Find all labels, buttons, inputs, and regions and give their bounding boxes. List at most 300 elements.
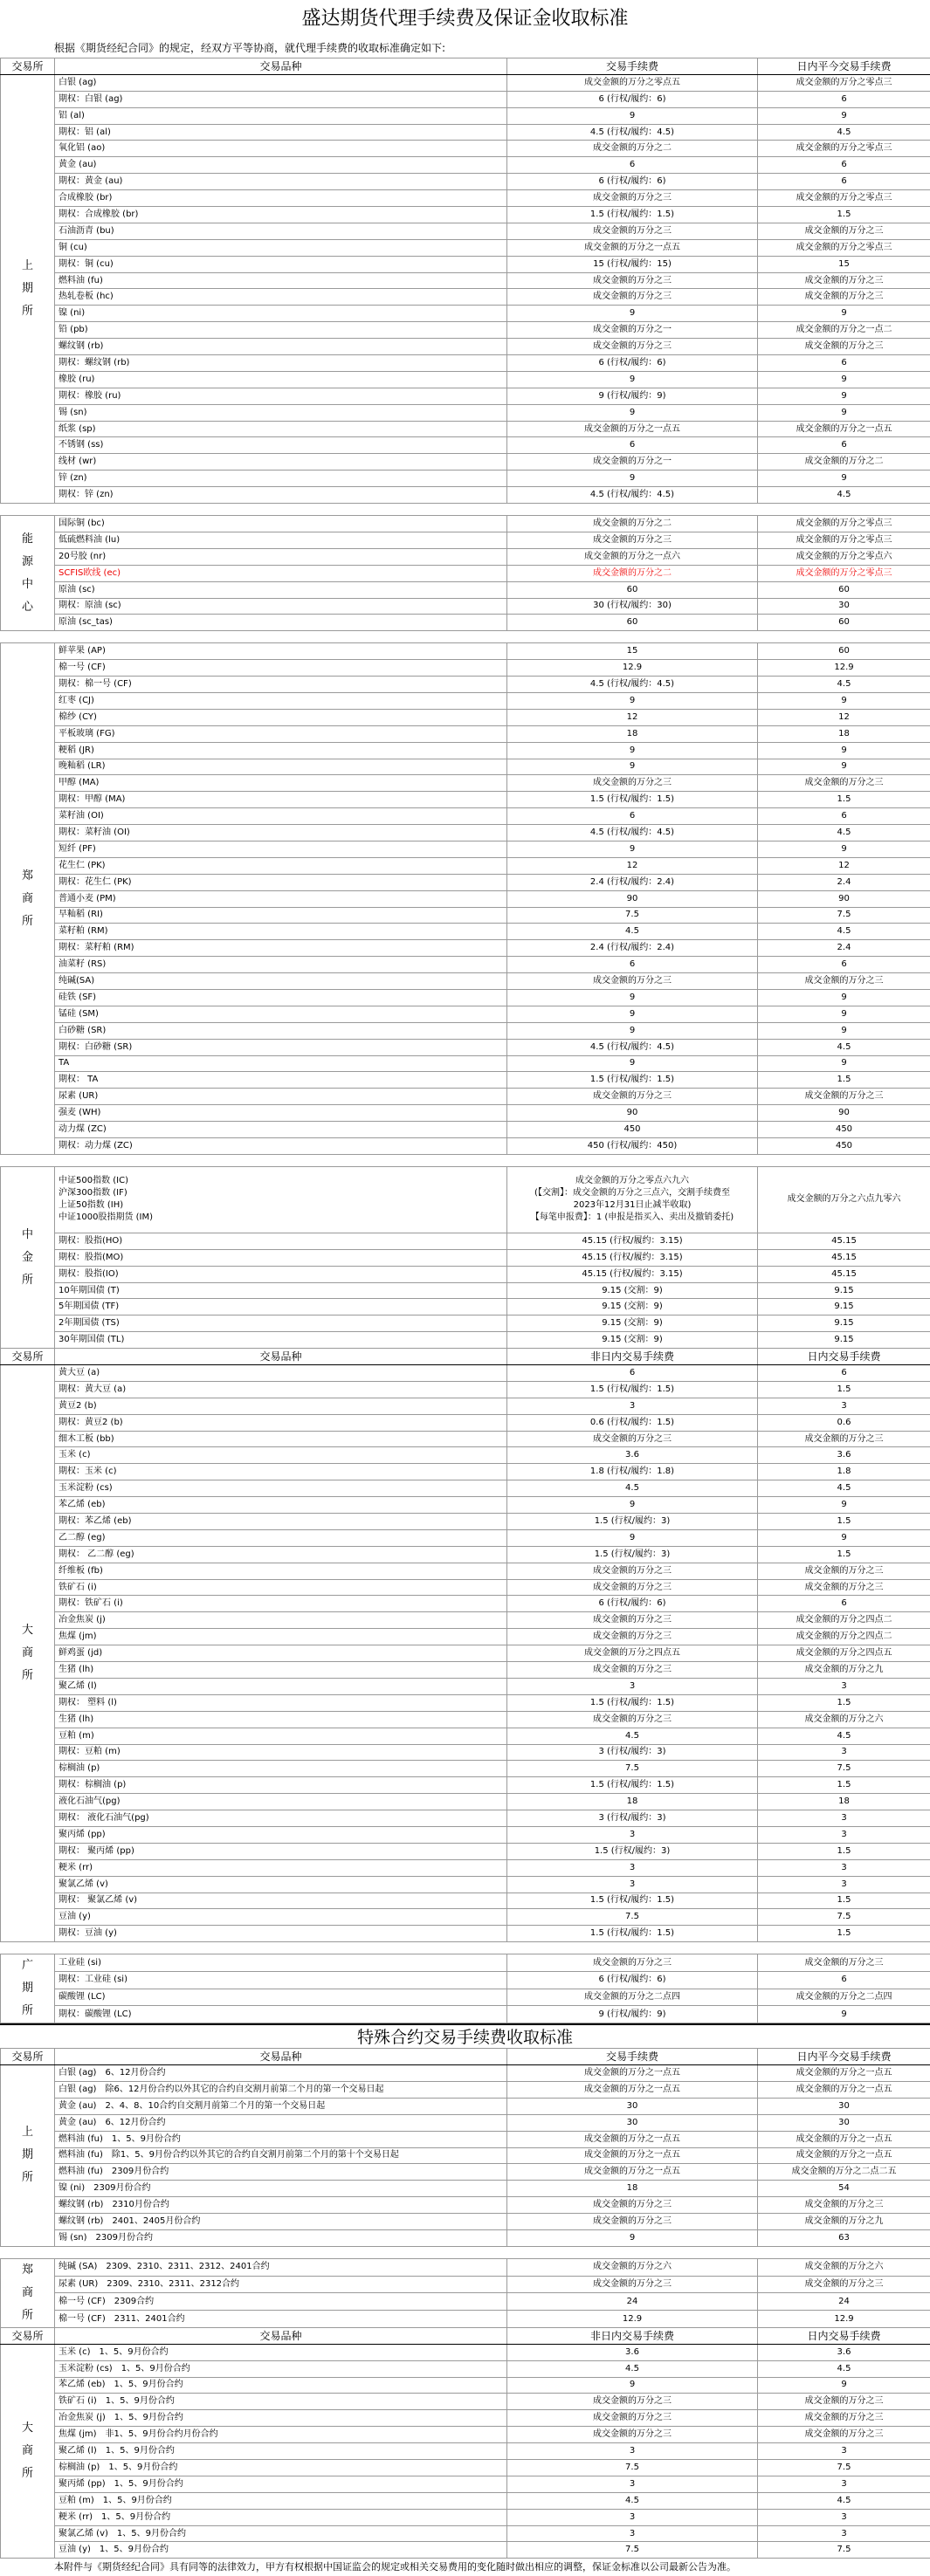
index-varieties	[55, 1166, 507, 1233]
table-row	[1, 454, 930, 471]
intraday-cell: 4.5	[758, 1480, 930, 1497]
header-intraday: 日内交易手续费	[758, 2327, 930, 2344]
table-row	[1, 2229, 930, 2246]
table-row	[1, 1447, 930, 1464]
fee-cell: 成交金额的万分之一点五	[507, 2081, 758, 2098]
table-row	[1, 1266, 930, 1282]
fee-cell: 3	[507, 2509, 758, 2525]
table-row	[1, 421, 930, 437]
intraday-cell: 成交金额的万分之一点二	[758, 322, 930, 339]
variety-cell: 冶金焦炭 (j)	[55, 1612, 507, 1629]
variety-cell: 豆粕 (m)	[55, 1728, 507, 1744]
exchange-cell: 郑商所	[1, 643, 55, 1155]
intraday-cell: 1.5	[758, 207, 930, 223]
fee-cell: 7.5	[507, 1761, 758, 1777]
variety-cell: 冶金焦炭 (j) 1、5、9月份合约	[55, 2410, 507, 2427]
header-exchange: 交易所	[1, 2327, 55, 2344]
intraday-cell: 3	[758, 1744, 930, 1761]
variety-cell: 期权：工业硅 (si)	[55, 1971, 507, 1989]
intraday-cell: 3	[758, 1678, 930, 1694]
gap-cell	[1, 2246, 930, 2258]
variety-cell: 期权：铁矿石 (i)	[55, 1596, 507, 1612]
variety-cell: 黄金 (au) 6、12月份合约	[55, 2114, 507, 2131]
intraday-cell: 3	[758, 1826, 930, 1843]
variety-cell: 原油 (sc_tas)	[55, 615, 507, 631]
fee-cell: 9	[507, 1006, 758, 1022]
table-row	[1, 1777, 930, 1794]
fee-cell: 6	[507, 808, 758, 825]
fee-cell: 成交金额的万分之零点五	[507, 74, 758, 91]
variety-cell: 螺纹钢 (rb)	[55, 339, 507, 355]
intraday-cell: 成交金额的万分之零点三	[758, 190, 930, 207]
fee-cell: 3 (行权/履约：3)	[507, 1810, 758, 1827]
table-row	[1, 1546, 930, 1563]
intraday-cell: 1.5	[758, 1777, 930, 1794]
table-row	[1, 1166, 930, 1233]
intraday-cell: 成交金额的万分之三	[758, 2197, 930, 2214]
intraday-cell: 4.5	[758, 825, 930, 841]
table-row	[1, 2293, 930, 2311]
fee-cell: 9	[507, 1497, 758, 1514]
intraday-cell: 1.5	[758, 792, 930, 808]
table-row	[1, 1315, 930, 1332]
table-row	[1, 272, 930, 289]
variety-cell: 鲜苹果 (AP)	[55, 643, 507, 660]
intraday-cell: 6	[758, 1365, 930, 1382]
fee-cell: 成交金额的万分之三	[507, 2394, 758, 2410]
fee-cell: 成交金额的万分之三	[507, 1089, 758, 1105]
fee-cell: 9	[507, 107, 758, 124]
variety-cell: 期权：玉米 (c)	[55, 1464, 507, 1480]
fee-cell: 6	[507, 957, 758, 973]
fee-cell: 90	[507, 1105, 758, 1122]
fee-cell: 成交金额的万分之三	[507, 1431, 758, 1447]
table-row	[1, 1332, 930, 1349]
fee-cell: 3	[507, 2443, 758, 2460]
variety-cell: 白银 (ag)	[55, 74, 507, 91]
variety-cell: 锡 (sn)	[55, 404, 507, 421]
intraday-cell: 4.5	[758, 487, 930, 504]
table-row	[1, 306, 930, 322]
variety-cell: 聚氯乙烯 (v) 1、5、9月份合约	[55, 2525, 507, 2542]
table-row	[1, 107, 930, 124]
table-row	[1, 2344, 930, 2360]
intraday-cell: 12	[758, 857, 930, 874]
table-row	[1, 1480, 930, 1497]
table-row	[1, 1761, 930, 1777]
intraday-cell: 1.8	[758, 1464, 930, 1480]
header-intraday: 日内交易手续费	[758, 1349, 930, 1365]
fee-cell: 6 (行权/履约：6)	[507, 1596, 758, 1612]
fee-cell: 成交金额的万分之一	[507, 322, 758, 339]
special-fee-table	[0, 2048, 930, 2559]
fee-cell: 成交金额的万分之三	[507, 289, 758, 306]
intraday-cell: 成交金额的万分之三	[758, 2394, 930, 2410]
fee-cell: 成交金额的万分之一点五	[507, 2065, 758, 2082]
table-row	[1, 2276, 930, 2293]
table-row	[1, 1122, 930, 1138]
index-intraday: 成交金额的万分之六点九零六	[758, 1166, 930, 1233]
header-fee: 非日内交易手续费	[507, 1349, 758, 1365]
variety-cell: 硅铁 (SF)	[55, 989, 507, 1006]
table-row	[1, 74, 930, 91]
variety-cell: 期权：原油 (sc)	[55, 598, 507, 615]
table-row	[1, 207, 930, 223]
intraday-cell: 成交金额的万分之零点六	[758, 548, 930, 565]
table-row	[1, 2394, 930, 2410]
table-row	[1, 1662, 930, 1679]
intraday-cell: 3.6	[758, 2344, 930, 2360]
variety-cell: 黄金 (au) 2、4、8、10合约自交割月前第二个月的第一个交易日起	[55, 2098, 507, 2114]
intraday-cell: 9	[758, 371, 930, 388]
table-row	[1, 190, 930, 207]
table-row	[1, 2098, 930, 2114]
intraday-cell: 成交金额的万分之二点四	[758, 1989, 930, 2006]
intraday-cell: 90	[758, 1105, 930, 1122]
intraday-cell: 6	[758, 174, 930, 190]
section-gap	[1, 2246, 930, 2258]
header-variety: 交易品种	[55, 2327, 507, 2344]
variety-cell: 锡 (sn) 2309月份合约	[55, 2229, 507, 2246]
fee-cell: 成交金额的万分之一点五	[507, 2164, 758, 2181]
table-row	[1, 1072, 930, 1089]
fee-cell: 成交金额的万分之一点五	[507, 2131, 758, 2147]
section-gap	[1, 504, 930, 516]
intraday-cell: 60	[758, 581, 930, 598]
intraday-cell: 90	[758, 890, 930, 907]
variety-cell: 玉米 (c)	[55, 1447, 507, 1464]
variety-cell: 期权： 液化石油气(pg)	[55, 1810, 507, 1827]
fee-cell: 成交金额的万分之二	[507, 141, 758, 157]
table-row	[1, 890, 930, 907]
fee-cell: 60	[507, 615, 758, 631]
intraday-cell: 450	[758, 1138, 930, 1155]
fee-cell: 9	[507, 1055, 758, 1072]
fee-cell: 4.5 (行权/履约：4.5)	[507, 825, 758, 841]
variety-cell: 黄金 (au)	[55, 157, 507, 174]
intraday-cell: 成交金额的万分之三	[758, 272, 930, 289]
fee-cell: 450 (行权/履约：450)	[507, 1138, 758, 1155]
fee-cell: 7.5	[507, 2460, 758, 2476]
fee-cell: 30	[507, 2098, 758, 2114]
intraday-cell: 15	[758, 256, 930, 272]
variety-cell: 石油沥青 (bu)	[55, 223, 507, 239]
variety-cell: 期权：股指(MO)	[55, 1249, 507, 1266]
intraday-cell: 6	[758, 157, 930, 174]
variety-cell: 花生仁 (PK)	[55, 857, 507, 874]
variety-cell: 期权：甲醇 (MA)	[55, 792, 507, 808]
variety-cell: 尿素 (UR)	[55, 1089, 507, 1105]
variety-cell: 氧化铝 (ao)	[55, 141, 507, 157]
fee-cell: 30	[507, 2114, 758, 2131]
section-gap	[1, 1154, 930, 1166]
fee-cell: 4.5	[507, 1480, 758, 1497]
fee-cell: 成交金额的万分之三	[507, 532, 758, 548]
variety-cell: 玉米淀粉 (cs) 1、5、9月份合约	[55, 2360, 507, 2377]
fee-cell: 12.9	[507, 2311, 758, 2328]
table-row	[1, 660, 930, 677]
intraday-cell: 6	[758, 957, 930, 973]
table-row	[1, 289, 930, 306]
fee-cell: 9 (行权/履约：9)	[507, 2006, 758, 2023]
header-exchange: 交易所	[1, 1349, 55, 1365]
fee-cell: 12.9	[507, 660, 758, 677]
table-row	[1, 1859, 930, 1876]
table-row	[1, 615, 930, 631]
intraday-cell: 1.5	[758, 1546, 930, 1563]
table-row	[1, 2131, 930, 2147]
table-row	[1, 598, 930, 615]
fee-cell: 6	[507, 437, 758, 454]
table-row	[1, 1105, 930, 1122]
intraday-cell: 2.4	[758, 874, 930, 890]
intraday-cell: 3	[758, 2509, 930, 2525]
intraday-cell: 9	[758, 841, 930, 857]
fee-cell: 3	[507, 1678, 758, 1694]
fee-cell: 6 (行权/履约：6)	[507, 174, 758, 190]
table-row	[1, 2476, 930, 2492]
variety-cell: 棉一号 (CF)	[55, 660, 507, 677]
intraday-cell: 成交金额的万分之三	[758, 223, 930, 239]
table-row	[1, 1826, 930, 1843]
variety-cell: 生猪 (lh)	[55, 1711, 507, 1728]
fee-cell: 9	[507, 742, 758, 759]
table-row	[1, 957, 930, 973]
variety-cell: 期权：菜籽粕 (RM)	[55, 940, 507, 957]
variety-cell: 平板玻璃 (FG)	[55, 725, 507, 742]
variety-cell: 工业硅 (si)	[55, 1954, 507, 1972]
intraday-cell: 成交金额的万分之二	[758, 454, 930, 471]
fee-cell: 18	[507, 725, 758, 742]
variety-cell: 纤维板 (fb)	[55, 1563, 507, 1579]
variety-cell: 白银 (ag) 6、12月份合约	[55, 2065, 507, 2082]
fee-cell: 9.15 (交割：9)	[507, 1282, 758, 1299]
intraday-cell: 成交金额的万分之一点五	[758, 2065, 930, 2082]
intraday-cell: 30	[758, 598, 930, 615]
fee-cell: 1.5 (行权/履约：1.5)	[507, 1926, 758, 1942]
variety-cell: 菜籽粕 (RM)	[55, 924, 507, 940]
header-row	[1, 58, 930, 75]
index-fee	[507, 1166, 758, 1233]
table-row	[1, 1299, 930, 1315]
table-row	[1, 2509, 930, 2525]
fee-cell: 3	[507, 1826, 758, 1843]
header-variety: 交易品种	[55, 1349, 507, 1365]
table-row	[1, 1282, 930, 1299]
intraday-cell: 4.5	[758, 124, 930, 141]
intraday-cell: 9.15	[758, 1332, 930, 1349]
intraday-cell: 成交金额的万分之零点三	[758, 532, 930, 548]
table-row	[1, 808, 930, 825]
gap-cell	[1, 1942, 930, 1954]
variety-cell: 期权：铝 (al)	[55, 124, 507, 141]
variety-cell: 期权：铜 (cu)	[55, 256, 507, 272]
table-row	[1, 223, 930, 239]
fee-cell: 成交金额的万分之三	[507, 272, 758, 289]
variety-cell: 粳稻 (JR)	[55, 742, 507, 759]
header-intraday: 日内平今交易手续费	[758, 2049, 930, 2065]
table-row	[1, 1431, 930, 1447]
fee-cell: 3	[507, 2525, 758, 2542]
intraday-cell: 4.5	[758, 1728, 930, 1744]
intraday-cell: 成交金额的万分之四点五	[758, 1645, 930, 1662]
intraday-cell: 1.5	[758, 1072, 930, 1089]
fee-cell: 9.15 (交割：9)	[507, 1299, 758, 1315]
intraday-cell: 成交金额的万分之三	[758, 1431, 930, 1447]
table-row	[1, 1728, 930, 1744]
fee-cell: 24	[507, 2293, 758, 2311]
variety-cell: 期权：动力煤 (ZC)	[55, 1138, 507, 1155]
table-row	[1, 2492, 930, 2509]
header-exchange: 交易所	[1, 2049, 55, 2065]
fee-cell: 6 (行权/履约：6)	[507, 1971, 758, 1989]
table-row	[1, 857, 930, 874]
table-row	[1, 1954, 930, 1972]
table-row	[1, 1563, 930, 1579]
fee-cell: 3 (行权/履约：3)	[507, 1744, 758, 1761]
intraday-cell: 成交金额的万分之三	[758, 1579, 930, 1596]
variety-cell: 晚籼稻 (LR)	[55, 759, 507, 775]
intraday-cell: 成交金额的万分之四点二	[758, 1612, 930, 1629]
table-row	[1, 1249, 930, 1266]
table-row	[1, 1464, 930, 1480]
fee-cell: 12	[507, 857, 758, 874]
variety-cell: 期权：黄大豆 (a)	[55, 1381, 507, 1398]
intraday-cell: 成交金额的万分之三	[758, 1563, 930, 1579]
table-row	[1, 2542, 930, 2559]
variety-cell: 细木工板 (bb)	[55, 1431, 507, 1447]
variety-cell: 黄大豆 (a)	[55, 1365, 507, 1382]
exchange-cell: 中金所	[1, 1166, 55, 1348]
intraday-cell: 成交金额的万分之六	[758, 1711, 930, 1728]
fee-cell: 7.5	[507, 2542, 758, 2559]
table-row	[1, 1529, 930, 1546]
intraday-cell: 1.5	[758, 1926, 930, 1942]
variety-cell: 粳米 (rr) 1、5、9月份合约	[55, 2509, 507, 2525]
fee-cell: 成交金额的万分之三	[507, 973, 758, 990]
table-row	[1, 2164, 930, 2181]
fee-cell: 6 (行权/履约：6)	[507, 355, 758, 372]
intraday-cell: 45.15	[758, 1266, 930, 1282]
intraday-cell: 成交金额的万分之三	[758, 339, 930, 355]
exchange-cell: 大商所	[1, 2344, 55, 2559]
fee-cell: 成交金额的万分之三	[507, 2410, 758, 2427]
section-gap	[1, 1942, 930, 1954]
intraday-cell: 成交金额的万分之一点五	[758, 421, 930, 437]
table-row	[1, 1089, 930, 1105]
variety-cell: 20号胶 (nr)	[55, 548, 507, 565]
intraday-cell: 7.5	[758, 2460, 930, 2476]
table-row	[1, 141, 930, 157]
fee-cell: 9	[507, 471, 758, 487]
table-row	[1, 581, 930, 598]
table-row	[1, 759, 930, 775]
variety-cell: 期权：橡胶 (ru)	[55, 388, 507, 404]
table-row	[1, 565, 930, 581]
variety-cell: 聚丙烯 (pp)	[55, 1826, 507, 1843]
intraday-cell: 4.5	[758, 2492, 930, 2509]
variety-cell: 聚乙烯 (l) 1、5、9月份合约	[55, 2443, 507, 2460]
intraday-cell: 6	[758, 91, 930, 107]
intraday-cell: 1.5	[758, 1893, 930, 1909]
exchange-cell: 能源中心	[1, 516, 55, 631]
fee-cell: 4.5 (行权/履约：4.5)	[507, 124, 758, 141]
fee-cell: 成交金额的万分之三	[507, 1563, 758, 1579]
variety-cell: 原油 (sc)	[55, 581, 507, 598]
intraday-cell: 1.5	[758, 1381, 930, 1398]
table-row	[1, 1794, 930, 1810]
intraday-cell: 成交金额的万分之零点三	[758, 74, 930, 91]
fee-cell: 1.5 (行权/履约：1.5)	[507, 1777, 758, 1794]
fee-cell: 2.4 (行权/履约：2.4)	[507, 874, 758, 890]
intraday-cell: 3	[758, 1876, 930, 1893]
variety-cell: 燃料油 (fu)	[55, 272, 507, 289]
header-fee: 非日内交易手续费	[507, 2327, 758, 2344]
table-row	[1, 1596, 930, 1612]
table-row	[1, 239, 930, 256]
table-row	[1, 1893, 930, 1909]
intraday-cell: 9	[758, 759, 930, 775]
fee-cell: 30 (行权/履约：30)	[507, 598, 758, 615]
intraday-cell: 成交金额的万分之三	[758, 973, 930, 990]
variety-cell: 纯碱(SA)	[55, 973, 507, 990]
intraday-cell: 成交金额的万分之一点五	[758, 2081, 930, 2098]
fee-cell: 1.5 (行权/履约：3)	[507, 1546, 758, 1563]
variety-cell: 期权：豆粕 (m)	[55, 1744, 507, 1761]
variety-cell: 期权： 塑料 (l)	[55, 1694, 507, 1711]
fee-cell: 成交金额的万分之二	[507, 516, 758, 532]
fee-cell: 6	[507, 157, 758, 174]
fee-cell: 450	[507, 1122, 758, 1138]
table-row	[1, 91, 930, 107]
table-row	[1, 973, 930, 990]
intraday-cell: 3	[758, 2525, 930, 2542]
table-row	[1, 1843, 930, 1859]
fee-cell: 9 (行权/履约：9)	[507, 388, 758, 404]
intraday-cell: 24	[758, 2293, 930, 2311]
table-row	[1, 825, 930, 841]
intraday-cell: 30	[758, 2114, 930, 2131]
index-name: 中证500指数 (IC)	[59, 1175, 503, 1187]
table-row	[1, 1579, 930, 1596]
variety-cell: 期权：碳酸锂 (LC)	[55, 2006, 507, 2023]
header-row	[1, 1349, 930, 1365]
fee-cell: 1.5 (行权/履约：1.5)	[507, 207, 758, 223]
variety-cell: 尿素 (UR) 2309、2310、2311、2312合约	[55, 2276, 507, 2293]
intraday-cell: 成交金额的万分之三	[758, 289, 930, 306]
fee-table	[0, 58, 930, 2023]
table-row	[1, 157, 930, 174]
variety-cell: 期权：豆油 (y)	[55, 1926, 507, 1942]
fee-cell: 3	[507, 2476, 758, 2492]
table-row	[1, 792, 930, 808]
fee-cell: 6	[507, 1365, 758, 1382]
intraday-cell: 9	[758, 107, 930, 124]
variety-cell: 聚乙烯 (l)	[55, 1678, 507, 1694]
variety-cell: 国际铜 (bc)	[55, 516, 507, 532]
variety-cell: 苯乙烯 (eb)	[55, 1497, 507, 1514]
intraday-cell: 63	[758, 2229, 930, 2246]
footnote: 本附件与《期货经纪合同》具有同等的法律效力，甲方有权根据中国证监会的规定或相关交易费用的变化随时做出相应的调整，保证金标准以公司最新公告为准。	[0, 2559, 930, 2576]
variety-cell: 期权：棉一号 (CF)	[55, 677, 507, 693]
intraday-cell: 9	[758, 1055, 930, 1072]
table-row	[1, 532, 930, 548]
intraday-cell: 成交金额的万分之九	[758, 2214, 930, 2230]
intraday-cell: 450	[758, 1122, 930, 1138]
table-row	[1, 940, 930, 957]
table-row	[1, 1678, 930, 1694]
fee-cell: 1.5 (行权/履约：3)	[507, 1514, 758, 1530]
